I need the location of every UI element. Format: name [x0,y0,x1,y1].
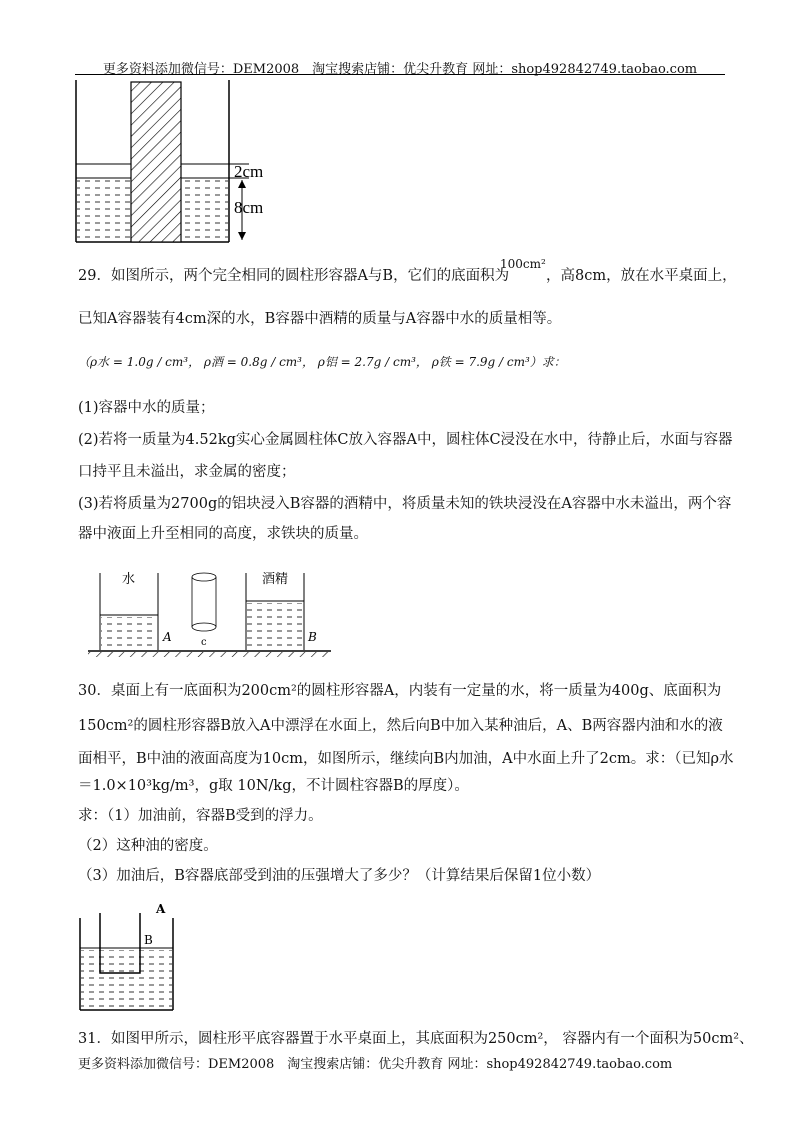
q30-ask1: 求：（1）加油前，容器B受到的浮力。 [78,808,323,824]
q29-sub1: (1)容器中水的质量； [78,400,215,416]
q30-line4: ＝1.0×10³kg/m³，g取 10N/kg，不计圆柱容器B的厚度）。 [78,778,469,794]
q29-sub2a: (2)若将一质量为4.52kg实心金属圆柱体C放入容器A中，圆柱体C浸没在水中，待静止后，水面与容器 [78,432,733,448]
q29-line1a: 29．如图所示，两个完全相同的圆柱形容器A与B，它们的底面积为 [78,268,510,284]
label-a: A [156,902,166,916]
header-rule [75,74,725,75]
q29-line1b: ，高8cm，放在水平桌面上， [546,268,737,284]
label-c: c [201,637,207,648]
q30-ask3: （3）加油后，B容器底部受到油的压强增大了多少？（计算结果后保留1位小数） [78,868,601,884]
q30-line1: 30．桌面上有一底面积为200cm²的圆柱形容器A，内装有一定量的水，将一质量为400g、底面积为 [78,683,722,699]
q30-line2: 150cm²的圆柱形容器B放入A中漂浮在水面上，然后向B中加入某种油后，A、B两容器内油和水的液 [78,718,723,734]
page-footer: 更多资料添加微信号：DEM2008 淘宝搜索店铺：优尖升教育 网址：shop492842749.taobao.com [78,1057,673,1072]
q29-area: 100cm² [500,257,546,271]
label-a: A [163,630,172,644]
figure-container-block [74,80,274,245]
label-alcohol: 酒精 [262,572,289,587]
q29-densities: （ρ水 = 1.0g / cm³， ρ酒 = 0.8g / cm³， ρ铝 = 2.7g / cm³， ρ铁 = 7.9g / cm³）求： [78,355,566,369]
label-b: B [308,630,317,644]
label-2cm: 2cm [234,162,264,181]
label-b: B [144,933,153,947]
figure-floating-container [78,898,188,1013]
label-8cm: 8cm [234,198,264,217]
q29-line2: 已知A容器装有4cm深的水，B容器中酒精的质量与A容器中水的质量相等。 [78,311,562,327]
q30-line3: 面相平，B中油的液面高度为10cm，如图所示，继续向B内加油，A中水面上升了2cm。求：（已知ρ水 [78,751,734,767]
q29-sub3b: 器中液面上升至相同的高度，求铁块的质量。 [78,526,368,542]
q31-line1: 31．如图甲所示，圆柱形平底容器置于水平桌面上，其底面积为250cm²， 容器内有一个面积为50cm²、 [78,1031,754,1047]
q29-sub3a: (3)若将质量为2700g的铝块浸入B容器的酒精中，将质量未知的铁块浸没在A容器中水未溢出，两个容 [78,496,732,512]
page-header: 更多资料添加微信号：DEM2008 淘宝搜索店铺：优尖升教育 网址：shop492842749.taobao.com [102,62,698,77]
q30-ask2: （2）这种油的密度。 [78,838,218,854]
q29-sub2b: 口持平且未溢出，求金属的密度； [78,464,296,480]
figure-containers-ab [86,565,336,660]
label-water: 水 [122,572,136,587]
